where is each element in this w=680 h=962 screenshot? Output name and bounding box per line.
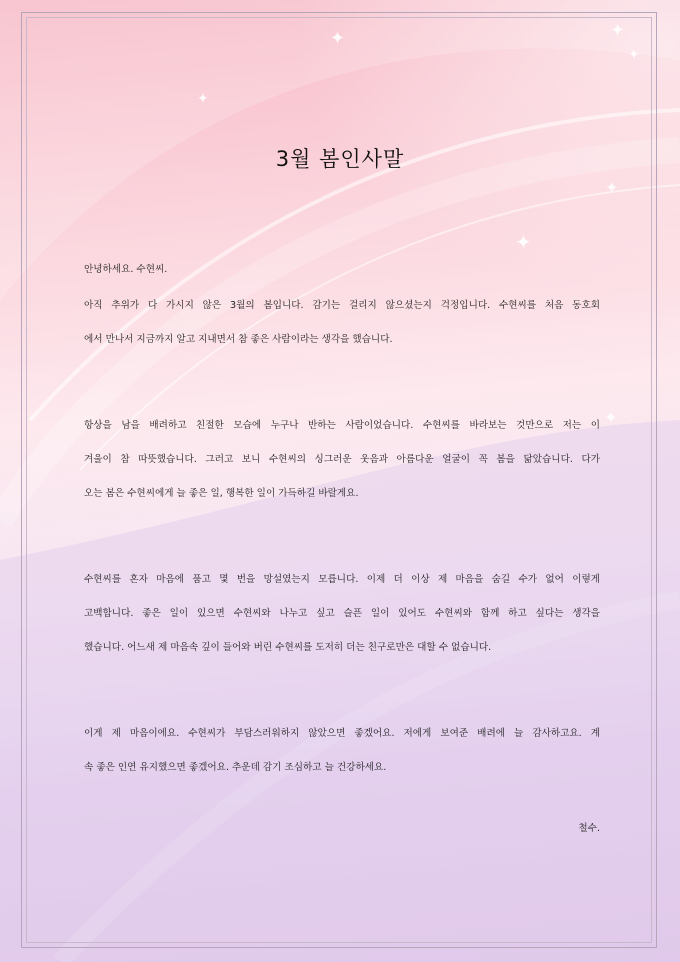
letter-greeting: 안녕하세요. 수현씨.: [84, 264, 168, 275]
paragraph-line: 아직 추위가 다 가시지 않은 3월의 봄입니다. 감기는 걸리지 않으셨는지 걱정입니다. 수현씨를 처음 동호회: [84, 300, 600, 311]
letter-body: [84, 262, 600, 846]
sparkle-icon: ✦: [197, 91, 209, 107]
sparkle-icon: ✦: [605, 178, 619, 197]
paragraph-line: 속 좋은 인연 유지했으면 좋겠어요. 추운데 감기 조심하고 늘 건강하세요.: [84, 762, 387, 773]
paragraph-line: 에서 만나서 지금까지 알고 지내면서 참 좋은 사람이라는 생각을 했습니다.: [84, 334, 393, 345]
sparkle-icon: ✦: [604, 408, 618, 427]
sparkle-icon: ✦: [515, 230, 532, 254]
paragraph-line: 오는 봄은 수현씨에게 늘 좋은 일, 행복한 일이 가득하길 바랄게요.: [84, 488, 359, 499]
letter-signature: 철수.: [578, 823, 600, 834]
paragraph: [84, 418, 600, 520]
sparkle-icon: ✦: [628, 47, 640, 63]
letter-title: 3월 봄인사말: [275, 147, 405, 171]
paragraph: [84, 298, 600, 366]
sparkle-icon: ✦: [610, 20, 626, 41]
paragraph-line: 수현씨를 혼자 마음에 품고 몇 번을 망설였는지 모릅니다. 이제 더 이상 제 마음을 숨길 수가 없어 이렇게: [84, 574, 600, 585]
paragraph-line: 고백합니다. 좋은 일이 있으면 수현씨와 나누고 싶고 슬픈 일이 있어도 수현씨와 함께 하고 싶다는 생각을: [84, 608, 600, 619]
paragraph-line: 겨울이 참 따뜻했습니다. 그러고 보니 수현씨의 싱그러운 웃음과 아름다운 얼굴이 꼭 봄을 닮았습니다. 다가: [84, 454, 600, 465]
sparkle-icon: ✦: [330, 28, 346, 49]
paragraph-line: 항상을 남을 배려하고 친절한 모습에 누구나 반하는 사람이었습니다. 수현씨를 바라보는 것만으로 저는 이: [84, 420, 600, 431]
paragraph: [84, 726, 600, 794]
paragraph-line: 이게 제 마음이에요. 수현씨가 부담스러워하지 않았으면 좋겠어요. 저에게 보여준 배려에 늘 감사하고요. 계: [84, 728, 600, 739]
paragraph: [84, 572, 600, 674]
paragraph-line: 했습니다. 어느새 제 마음속 깊이 들어와 버린 수현씨를 도저히 더는 친구로만은 대할 수 없습니다.: [84, 642, 492, 653]
